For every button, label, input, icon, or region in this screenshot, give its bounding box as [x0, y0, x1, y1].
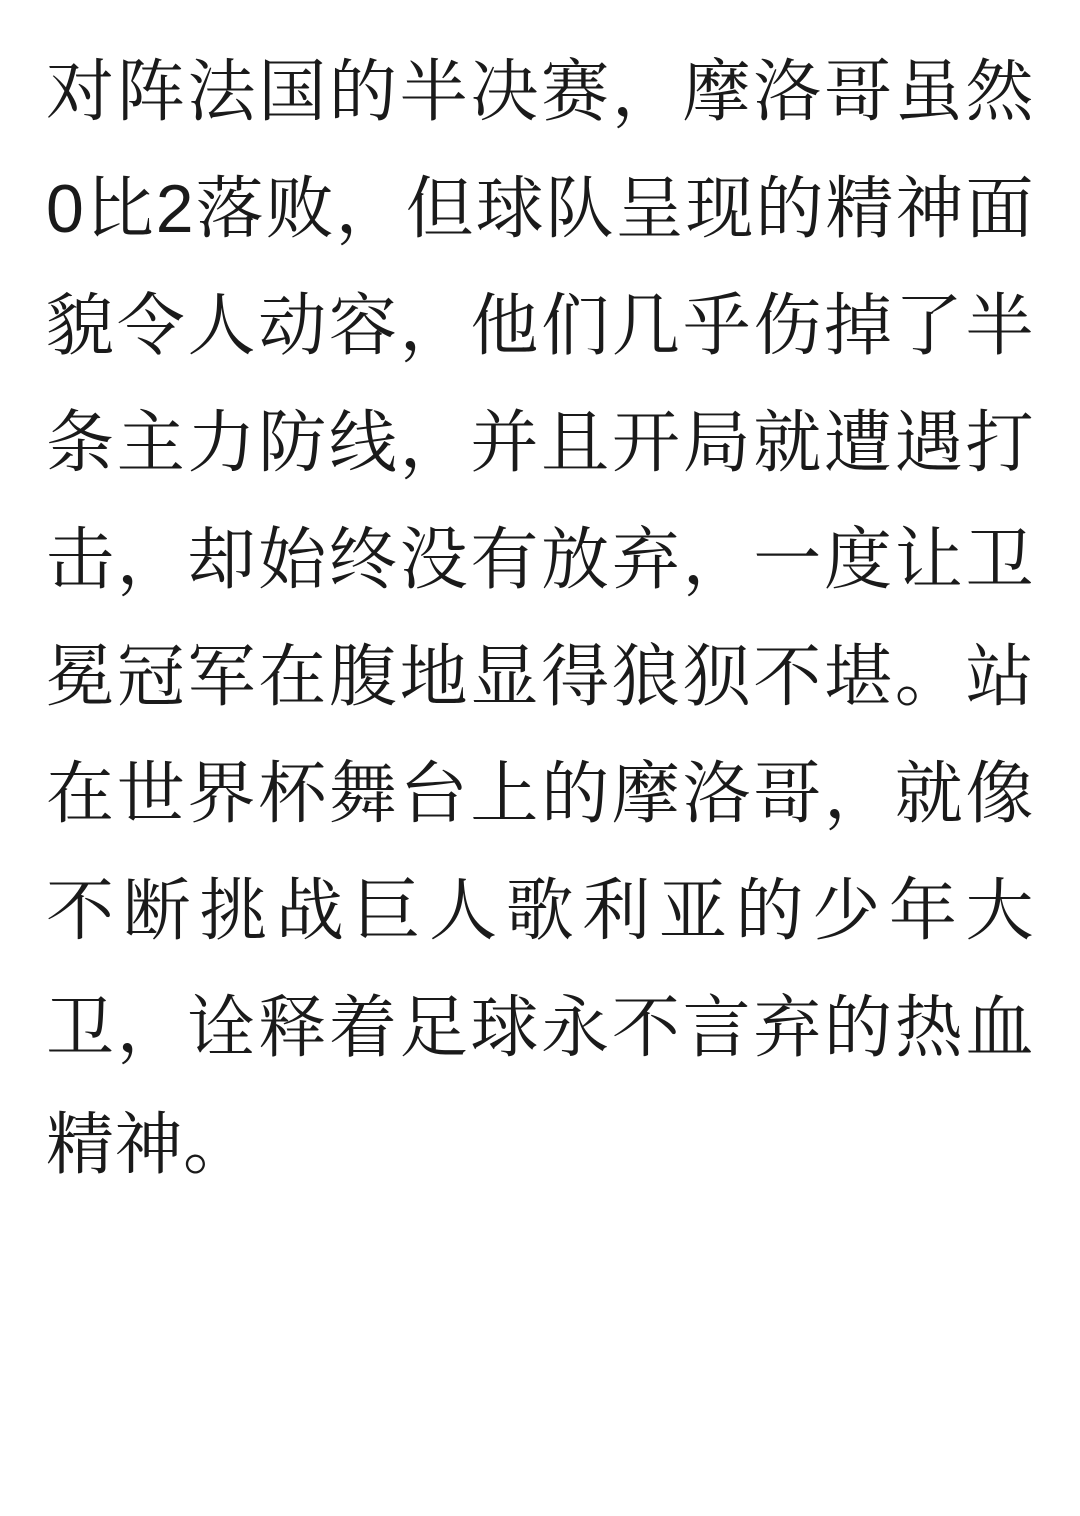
- article-paragraph: 对阵法国的半决赛，摩洛哥虽然0比2落败，但球队呈现的精神面貌令人动容，他们几乎伤掉了半条主力防线，并且开局就遭遇打击，却始终没有放弃，一度让卫冕冠军在腹地显得狼狈不堪。站在世界杯舞台上的摩洛哥，就像不断挑战巨人歌利亚的少年大卫，诠释着足球永不言弃的热血精神。: [46, 54, 1034, 1183]
